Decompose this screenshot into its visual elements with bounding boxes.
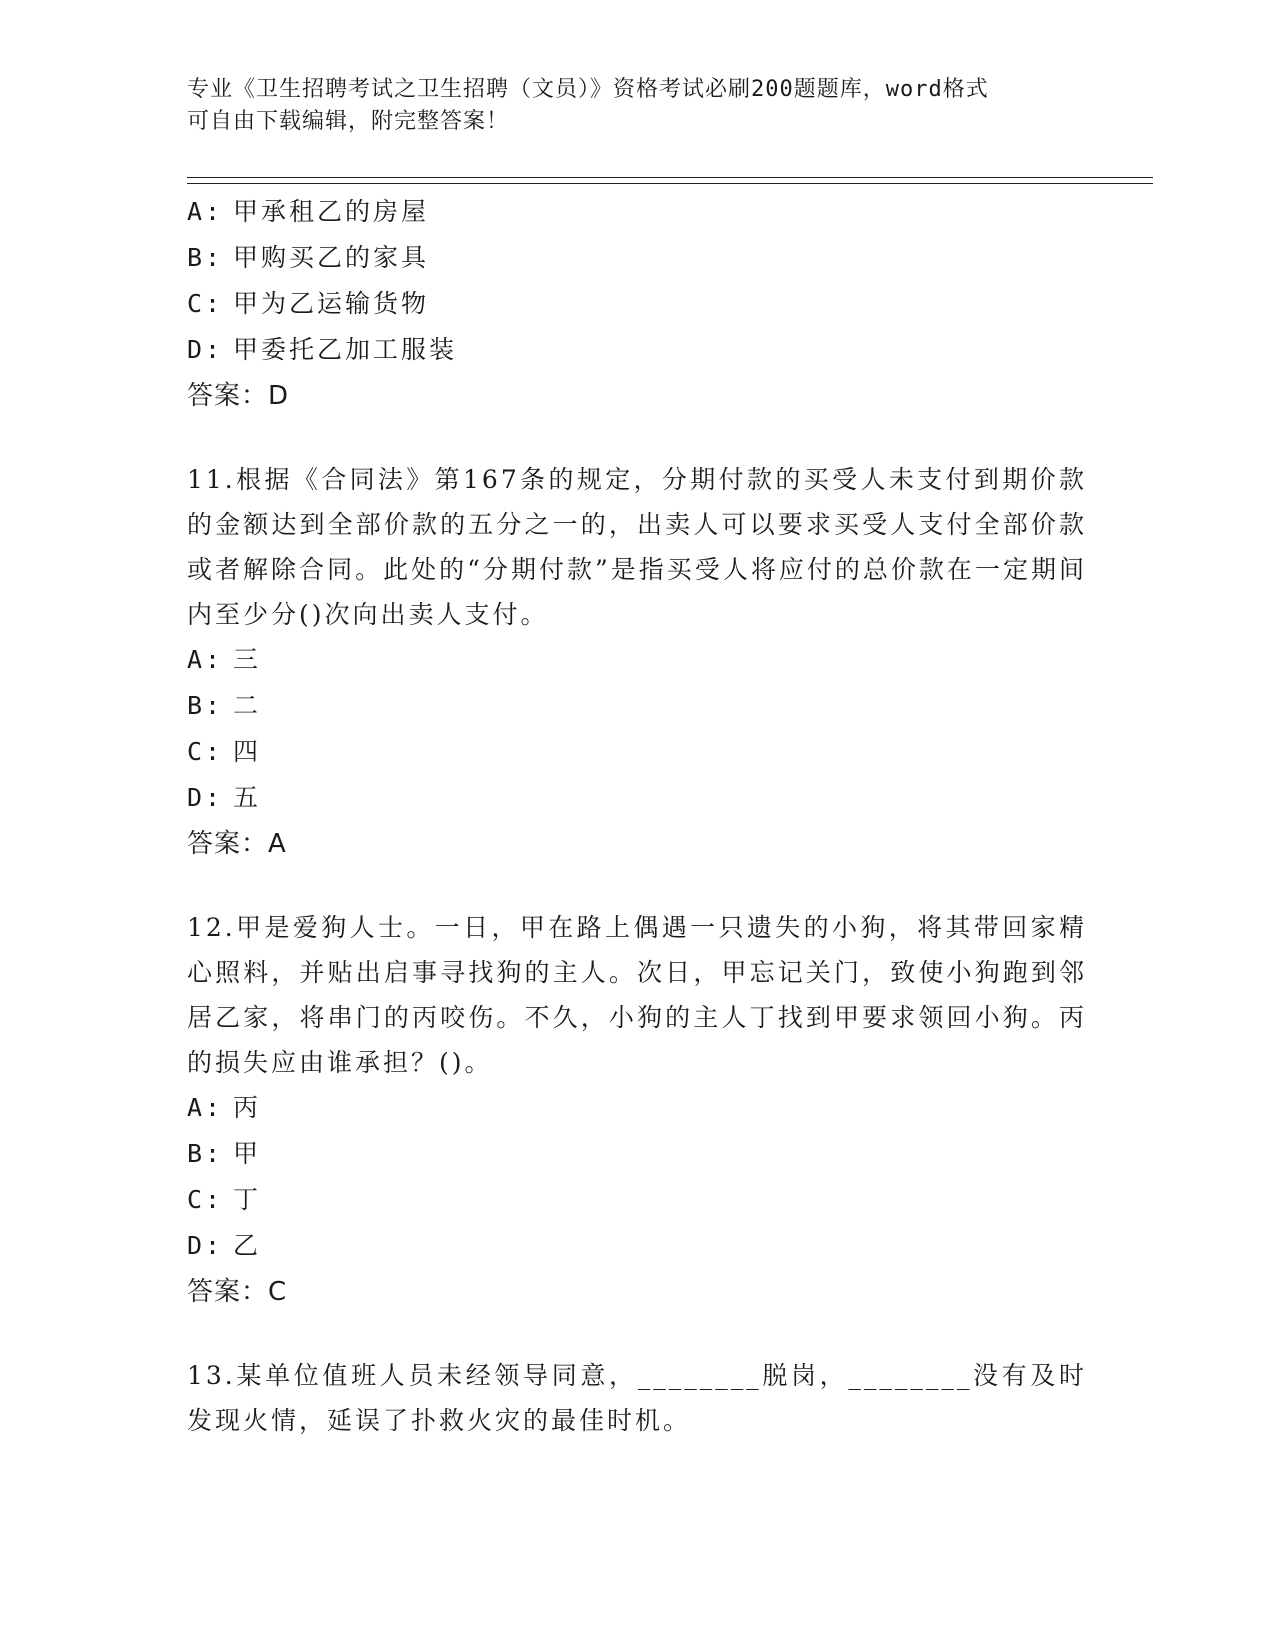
answer-value: A [268, 829, 286, 859]
option-text: 三 [233, 645, 262, 674]
option-key: C: [187, 289, 224, 318]
question-10-option-c [187, 281, 1087, 327]
option-text: 丁 [233, 1185, 262, 1214]
option-text: 二 [233, 691, 262, 720]
option-key: B: [187, 691, 224, 720]
option-text: 丙 [233, 1093, 262, 1122]
header-line-2: 可自由下载编辑，附完整答案！ [187, 109, 510, 134]
option-key: B: [187, 243, 224, 272]
question-10-option-b [187, 235, 1087, 281]
option-key: C: [187, 737, 224, 766]
question-12-block [187, 905, 1087, 1315]
header-divider-top [187, 177, 1153, 178]
question-10-answer [187, 373, 1087, 419]
answer-label: 答案： [187, 381, 269, 411]
question-13-block [187, 1353, 1087, 1443]
header-divider-bottom [187, 183, 1153, 184]
question-12-option-d [187, 1223, 1087, 1269]
option-text: 五 [233, 783, 262, 812]
option-key: A: [187, 645, 224, 674]
question-11-block [187, 457, 1087, 867]
option-text: 乙 [233, 1231, 262, 1260]
option-key: C: [187, 1185, 224, 1214]
option-key: A: [187, 1093, 224, 1122]
answer-label: 答案： [187, 1277, 269, 1307]
option-text: 甲委托乙加工服装 [233, 335, 458, 364]
option-text: 四 [233, 737, 262, 766]
option-text: 甲 [233, 1139, 262, 1168]
option-key: B: [187, 1139, 224, 1168]
option-key: D: [187, 1231, 224, 1260]
question-12-option-b [187, 1131, 1087, 1177]
option-text: 甲为乙运输货物 [233, 289, 430, 318]
spacer [187, 1315, 1087, 1353]
question-11-option-d [187, 775, 1087, 821]
document-header [187, 74, 1087, 138]
question-10-option-a [187, 189, 1087, 235]
header-line-1: 专业《卫生招聘考试之卫生招聘（文员）》资格考试必刷200题题库，word格式 [187, 77, 989, 102]
option-text: 甲购买乙的家具 [233, 243, 430, 272]
question-12-option-c [187, 1177, 1087, 1223]
question-content [187, 189, 1087, 1443]
question-11-option-b [187, 683, 1087, 729]
question-11-answer [187, 821, 1087, 867]
option-key: D: [187, 335, 224, 364]
question-10-option-d [187, 327, 1087, 373]
option-text: 甲承租乙的房屋 [233, 197, 430, 226]
spacer [187, 867, 1087, 905]
question-12-answer [187, 1269, 1087, 1315]
question-12-text: 12.甲是爱狗人士。一日，甲在路上偶遇一只遗失的小狗，将其带回家精心照料，并贴出启事寻找狗的主人。次日，甲忘记关门，致使小狗跑到邻居乙家，将串门的丙咬伤。不久，小狗的主人丁找到甲要求领回小狗。丙的损失应由谁承担？()。 [187, 913, 1087, 1077]
question-11-text: 11.根据《合同法》第167条的规定，分期付款的买受人未支付到期价款的金额达到全部价款的五分之一的，出卖人可以要求买受人支付全部价款或者解除合同。此处的“分期付款”是指买受人将应付的总价款在一定期间内至少分()次向出卖人支付。 [187, 465, 1087, 629]
option-key: A: [187, 197, 224, 226]
spacer [187, 419, 1087, 457]
question-11-option-a [187, 637, 1087, 683]
question-11-option-c [187, 729, 1087, 775]
option-key: D: [187, 783, 224, 812]
question-10-block [187, 189, 1087, 419]
question-13-text: 13.某单位值班人员未经领导同意，________脱岗，________没有及时发现火情，延误了扑救火灾的最佳时机。 [187, 1361, 1087, 1435]
question-12-option-a [187, 1085, 1087, 1131]
answer-value: C [268, 1277, 287, 1307]
answer-label: 答案： [187, 829, 269, 859]
answer-value: D [268, 381, 289, 411]
